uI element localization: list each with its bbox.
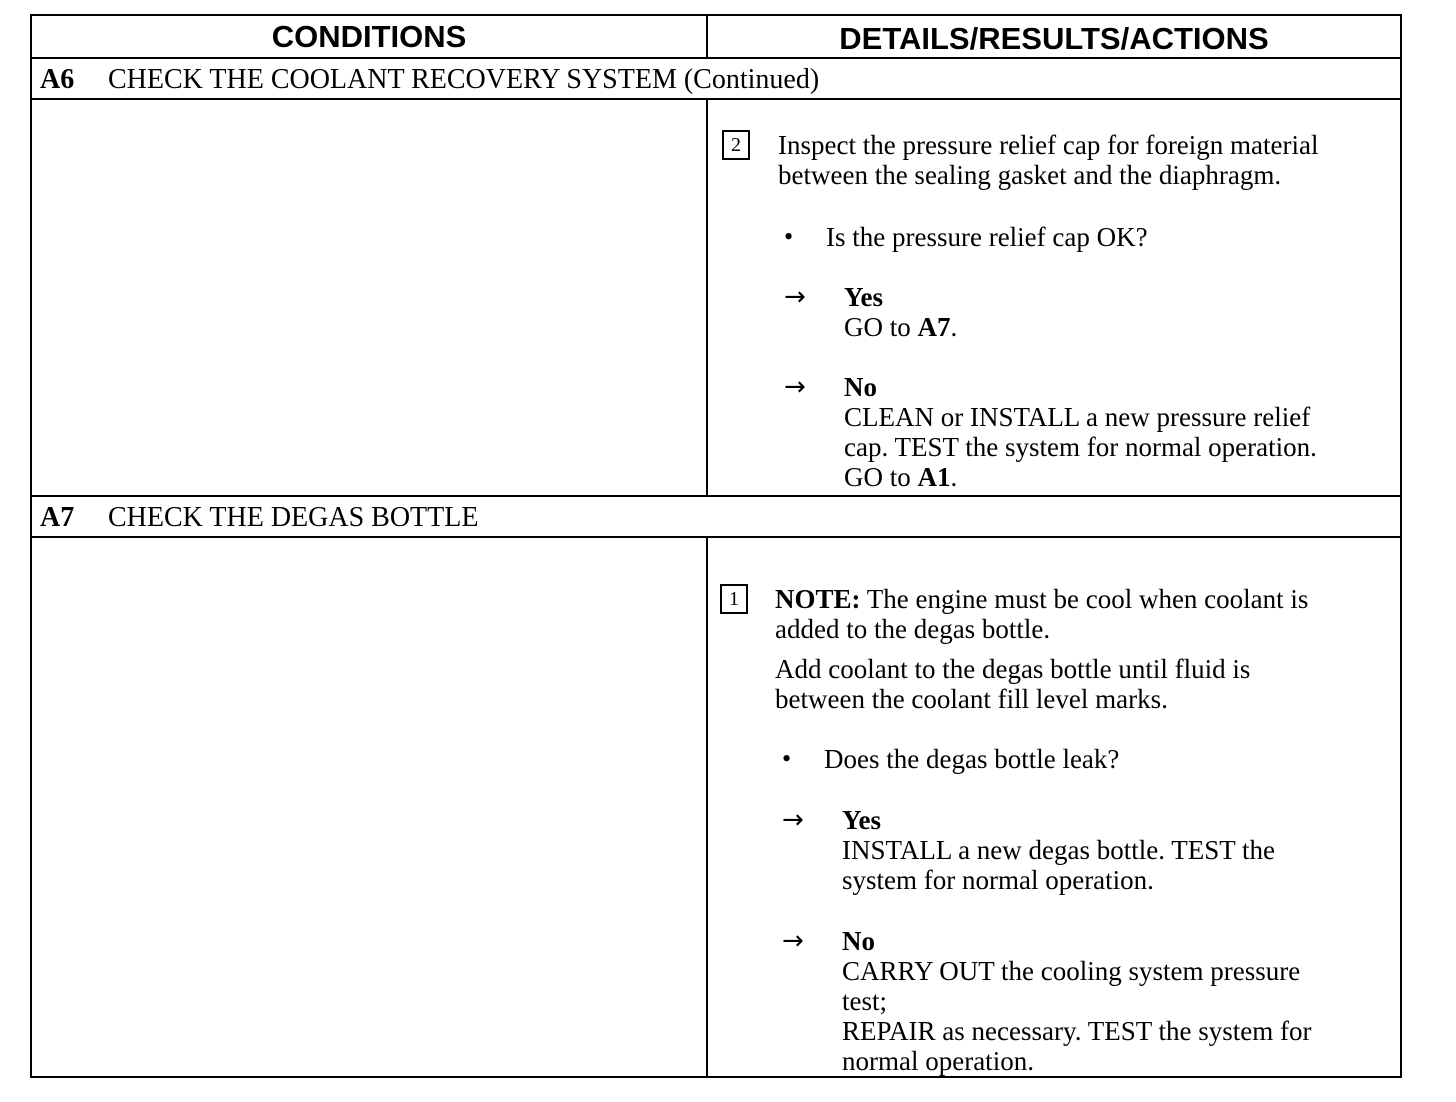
no-action-line: cap. TEST the system for normal operation. — [844, 432, 1317, 462]
question-text: Is the pressure relief cap OK? — [826, 222, 1148, 252]
conditions-cell — [32, 538, 708, 1076]
conditions-cell — [32, 100, 708, 495]
yes-action — [844, 312, 957, 342]
arrow-right-icon: → — [784, 372, 806, 402]
section-a6-body — [32, 100, 1400, 497]
note-line: added to the degas bottle. — [775, 614, 1051, 644]
step-text-line: Add coolant to the degas bottle until fluid is — [775, 654, 1251, 684]
yes-label: Yes — [844, 282, 883, 312]
diagnostic-table — [30, 14, 1402, 1078]
note-label: NOTE: — [775, 584, 861, 614]
table-header — [32, 16, 1400, 59]
section-title: CHECK THE COOLANT RECOVERY SYSTEM (Continued) — [108, 64, 820, 95]
note-text: The engine must be cool when coolant is — [860, 584, 1309, 614]
goto-target: A1 — [917, 462, 951, 492]
arrow-right-icon: → — [784, 282, 806, 312]
action-text: GO to — [844, 462, 918, 492]
yes-action-line: INSTALL a new degas bottle. TEST the — [842, 835, 1276, 865]
section-code: A7 — [40, 502, 75, 533]
no-action-line: CARRY OUT the cooling system pressure — [842, 956, 1301, 986]
action-text: . — [950, 312, 958, 342]
arrow-right-icon: → — [782, 926, 804, 956]
no-goto — [844, 462, 957, 492]
no-label: No — [844, 372, 877, 402]
no-action-line: test; — [842, 986, 887, 1016]
bullet-icon: • — [784, 222, 794, 251]
section-title: CHECK THE DEGAS BOTTLE — [108, 502, 479, 533]
no-label: No — [842, 926, 875, 956]
step-text-line: between the coolant fill level marks. — [775, 684, 1168, 714]
step-number-box: 2 — [722, 130, 750, 160]
section-a7-body — [32, 538, 1400, 1076]
action-text: . — [950, 462, 958, 492]
details-header: DETAILS/RESULTS/ACTIONS — [839, 21, 1269, 56]
goto-target: A7 — [917, 312, 951, 342]
section-a7-title-row — [32, 497, 1400, 538]
question-text: Does the degas bottle leak? — [824, 744, 1120, 774]
note-line — [775, 584, 1308, 614]
yes-action-line: system for normal operation. — [842, 865, 1154, 895]
step-number-box: 1 — [720, 584, 748, 614]
yes-label: Yes — [842, 805, 881, 835]
section-code: A6 — [40, 64, 75, 95]
no-action-line: normal operation. — [842, 1046, 1034, 1076]
step-text-line: between the sealing gasket and the diaphragm. — [778, 160, 1282, 190]
no-action-line: REPAIR as necessary. TEST the system for — [842, 1016, 1312, 1046]
bullet-icon: • — [782, 744, 792, 773]
step-text-line: Inspect the pressure relief cap for foreign material — [778, 130, 1319, 160]
action-text: GO to — [844, 312, 918, 342]
no-action-line: CLEAN or INSTALL a new pressure relief — [844, 402, 1311, 432]
arrow-right-icon: → — [782, 805, 804, 835]
conditions-header: CONDITIONS — [32, 16, 708, 57]
section-a6-title-row — [32, 59, 1400, 100]
